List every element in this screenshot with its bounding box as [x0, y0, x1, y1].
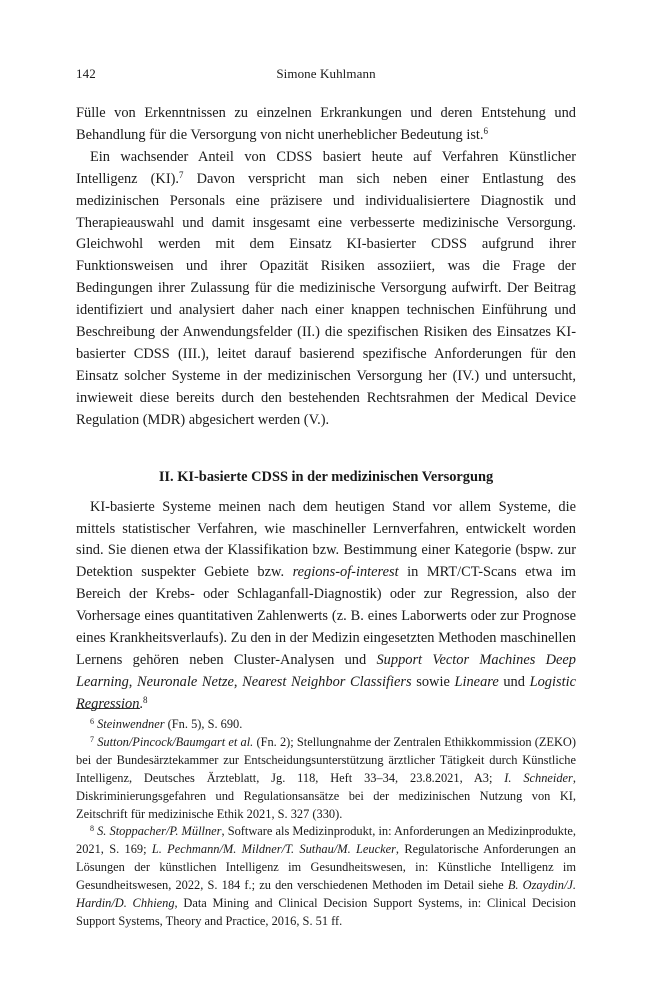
term-neuronale-netze: Neuronale Netze [137, 673, 234, 690]
footnote-author: S. Stoppacher/P. Müllner [97, 824, 222, 839]
main-text [76, 103, 576, 716]
book-page [76, 66, 576, 928]
footnote-author: Steinwendner [97, 717, 165, 731]
term-nearest-neighbor: Nearest Neighbor Classifiers [242, 673, 412, 690]
period: . [139, 695, 144, 712]
footnote-text: , Data Mining and Clinical Decision Support Systems, in: Clinical Decision Support Systems, Theory and Practice, 2016, S. 51 ff. [76, 896, 576, 928]
footnote-7 [76, 734, 576, 824]
section-heading: II. KI-basierte CDSS in der medizinischen Versorgung [158, 468, 494, 485]
paragraph-1 [76, 103, 576, 147]
footnote-author: L. Pechmann/M. Mildner/T. Suthau/M. Leucker [151, 842, 396, 857]
paragraph-3-text-a: KI-basierte Systeme meinen nach dem heutigen Stand vor allem Systeme, die mittels statistischer Verfahren, wie maschineller Lernverfahren, entwickelt worden sind. Sie dienen etwa der Klassifikation bzw. Bestimmung einer Kategorie (bspw. zur Detektion suspekter Gebiete bzw. [76, 498, 576, 581]
footnote-text: (Fn. 2); Stellungnahme der Zentralen Ethikkommission (ZEKO) bei der Bundesärztekammer zur Entscheidungsunterstützung ärztlicher Tätigkeit durch Künstliche Intelligenz, Deutsches Ärzteblatt, Jg. 118, Heft 33–34, 23.8.2021, A3; [76, 734, 576, 785]
footnote-author: B. Ozaydin/J. Hardin/D. Chhieng [76, 878, 576, 911]
footnote-text: (Fn. 5), S. 690. [164, 717, 243, 731]
footnote-author: I. Schneider [504, 770, 573, 785]
footnote-ref-8[interactable]: 8 [143, 694, 148, 705]
paragraph-2 [76, 147, 576, 432]
connector-sowie: sowie [411, 673, 455, 690]
term-lineare: Lineare [454, 673, 499, 690]
footnote-6 [76, 716, 576, 734]
paragraph-2-text-b: Davon verspricht man sich neben einer Entlastung des medizinischen Personals eine präzisere und individualisiertere Diagnostik und Therapieauswahl und damit insgesamt eine verbesserte medizinische Versorgung. Gleichwohl werden mit dem Einsatz KI-basierter CDSS aufgrund ihrer Funktionsweisen und ihrer Opazität Risiken assoziiert, was die Frage der Bedingungen ihrer Zulassung für die medizinische Versorgung aufwirft. Der Beitrag identifiziert und analysiert daher nach einer knappen technischen Einführung und Beschreibung der Anwendungsfelder (II.) die spezifischen Risiken des Einsatzes KI-basierter CDSS (III.), leitet darauf basierend spezifische Anforderungen für den Einsatz solcher Systeme in der medizinischen Versorgung her (IV.) und untersucht, inwieweit diese bereits durch den bestehenden Rechtsrahmen der Medical Device Regulation (MDR) abgesichert werden (V.). [76, 170, 576, 428]
footnote-author: Sutton/Pincock/Baumgart et al. [97, 734, 254, 749]
footnote-separator [76, 708, 140, 709]
footnote-number: 6 [90, 717, 94, 726]
footnotes [76, 716, 576, 931]
running-head [76, 66, 576, 84]
paragraph-3 [76, 497, 576, 716]
separator-comma: , [128, 673, 138, 690]
term-svm-deep-learning: Support Vector Machines Deep Learning [76, 651, 576, 690]
separator-comma: , [233, 673, 243, 690]
term-logistic-regression: Logistic Regression [76, 673, 576, 712]
paragraph-2-text-a: Ein wachsender Anteil von CDSS basiert heute auf Verfahren Künstlicher Intelligenz (KI). [76, 148, 576, 187]
footnote-text: , Diskriminierungsgefahren und Regulationsansätze bei der medizinischen Nutzung von KI, Zeitschrift für medizinische Ethik 2021, S. 327 (330). [76, 770, 576, 821]
page-number: 142 [76, 66, 96, 81]
footnote-ref-7[interactable]: 7 [179, 169, 184, 180]
paragraph-3-text-c: in MRT/CT-Scans etwa im Bereich der Krebs- oder Schlaganfall-Diagnostik) oder zur Regression, also der Vorhersage eines quantitativen Zahlenwerts (z. B. eines Laborwerts oder zur Prognose eines Krankheitsverlaufs). Zu den in der Medizin eingesetzten Methoden maschinellen Lernens gehören neben Cluster-Analysen und [76, 564, 576, 668]
term-regions-of-interest: regions-of-interest [292, 564, 399, 581]
paragraph-1-text: Fülle von Erkenntnissen zu einzelnen Erkrankungen und deren Entstehung und Behandlung für die Versorgung von nicht unerheblicher Bedeutung ist. [76, 105, 576, 143]
footnote-number: 7 [90, 734, 94, 744]
connector-und: und [498, 673, 530, 690]
footnote-ref-6[interactable]: 6 [483, 125, 489, 136]
running-head-author: Simone Kuhlmann [276, 66, 376, 81]
footnote-text: , Regulatorische Anforderungen an Lösungen der künstlichen Intelligenz im Gesundheitswesen, in: Künstliche Intelligenz im Gesundheitswesen, 2022, S. 184 f.; zu den verschiedenen Methoden im Detail siehe [76, 842, 576, 893]
footnote-8 [76, 823, 576, 930]
footnote-number: 8 [90, 824, 94, 834]
footnote-text: , Software als Medizinprodukt, in: Anforderungen an Medizinprodukte, 2021, S. 169; [76, 824, 576, 857]
